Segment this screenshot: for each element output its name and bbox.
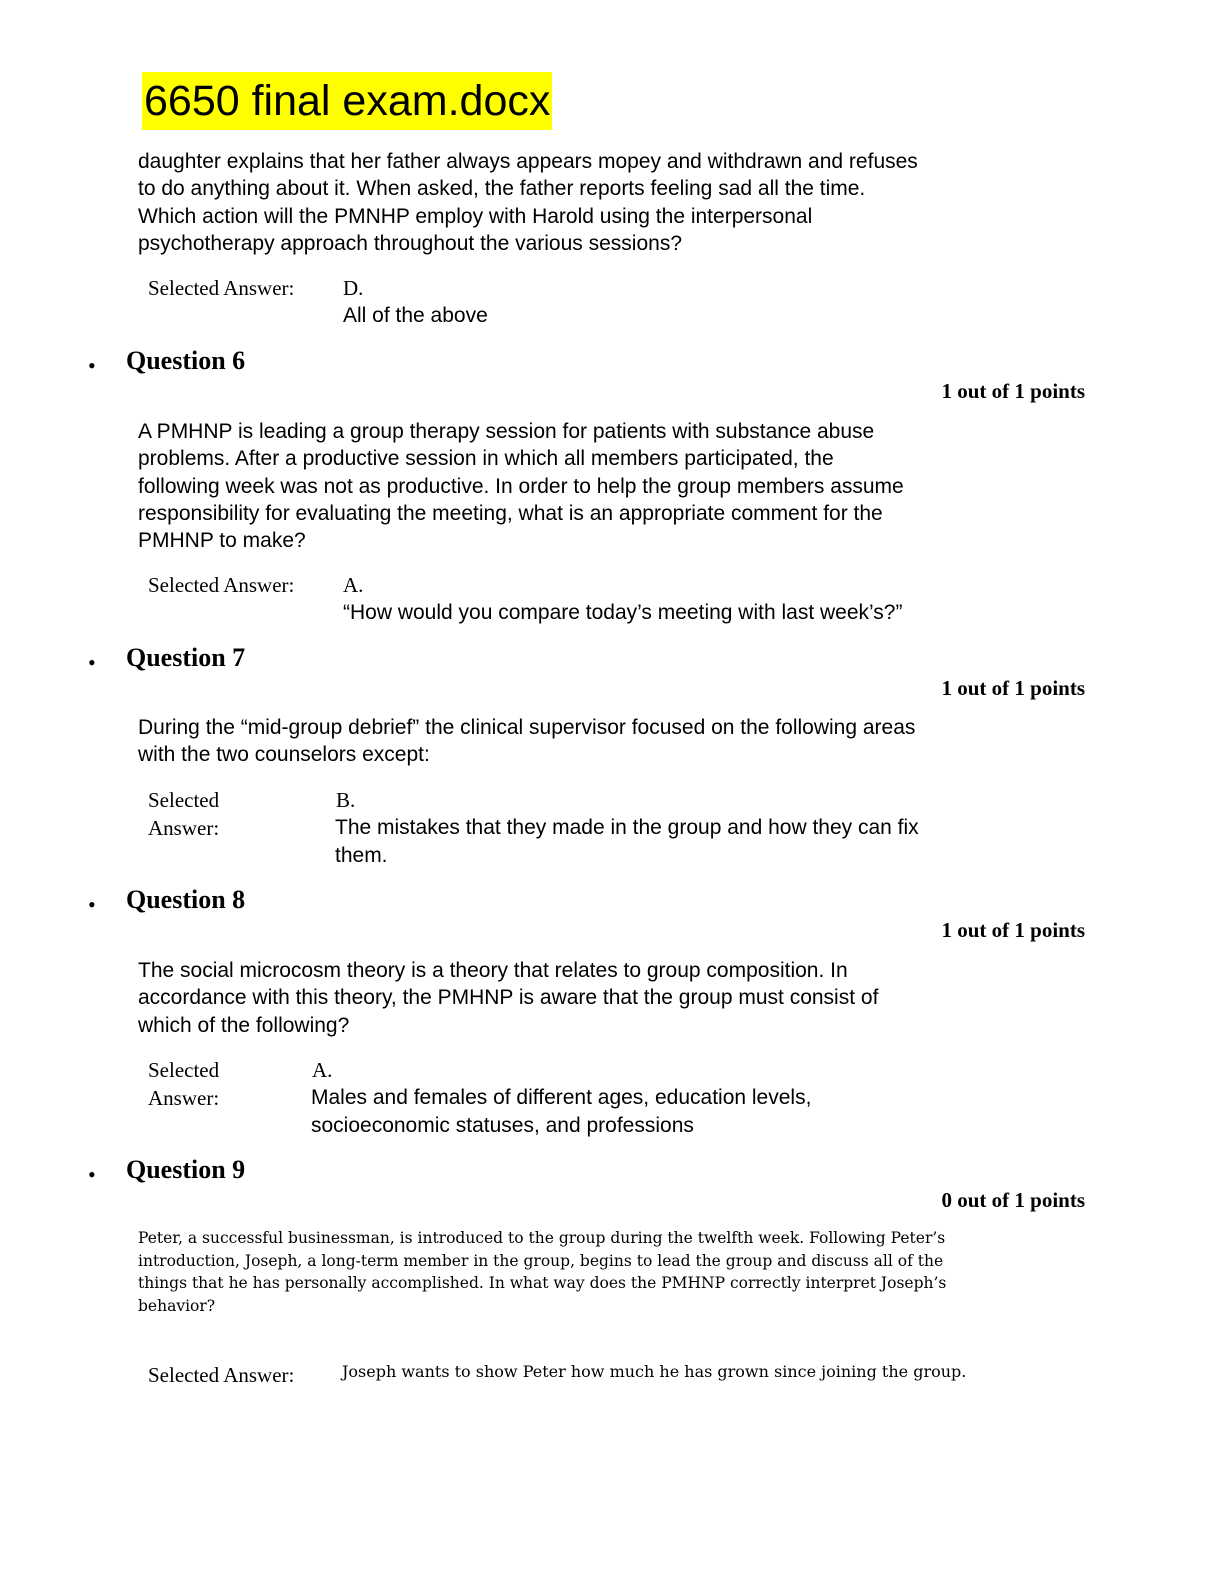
points-score: 1 out of 1 points [941, 676, 1085, 700]
question-heading: Question 8 [126, 885, 246, 914]
answer-text: All of the above [343, 304, 488, 327]
question-text [138, 1227, 1038, 1317]
question-text [138, 714, 1038, 769]
question-line: The social microcosm theory is a theory that relates to group composition. In [138, 959, 848, 982]
question-line: Which action will the PMNHP employ with Harold using the interpersonal [138, 204, 813, 228]
answer-letter: B. [336, 788, 356, 812]
question-line: introduction, Joseph, a long-term member in the group, begins to lead the group and discuss all of the [138, 1251, 944, 1270]
question-line: accordance with this theory, the PMHNP is aware that the group must consist of [138, 986, 879, 1010]
intro-question-text [138, 148, 1038, 257]
answer-letter: D. [343, 276, 364, 300]
bullet: • [88, 353, 96, 378]
question-text [138, 957, 1038, 1039]
question-line: psychotherapy approach throughout the various sessions? [138, 231, 683, 255]
points-score: 1 out of 1 points [941, 918, 1085, 942]
points-score: 0 out of 1 points [941, 1188, 1085, 1212]
answer-text: Males and females of different ages, education levels, socioeconomic statuses, and professions [311, 1086, 812, 1137]
question-line: responsibility for evaluating the meeting, what is an appropriate comment for the [138, 501, 883, 525]
question-line: behavior? [138, 1296, 216, 1315]
question-line: PMHNP to make? [138, 529, 306, 553]
question-line: things that he has personally accomplished. In what way does the PMHNP correctly interpret Joseph’s [138, 1274, 947, 1292]
bullet: • [88, 650, 96, 675]
answer-letter: A. [312, 1058, 333, 1082]
selected-answer-label: Selected Answer: [148, 1363, 295, 1387]
question-line: daughter explains that her father always appears mopey and withdrawn and refuses [138, 150, 918, 173]
question-line: following week was not as productive. In order to help the group members assume [138, 474, 904, 498]
question-line: During the “mid-group debrief” the clinical supervisor focused on the following areas [138, 716, 916, 739]
bullet: • [88, 892, 96, 917]
selected-answer-label: Selected Answer: [148, 276, 295, 300]
question-line: problems. After a productive session in which all members participated, the [138, 447, 834, 471]
question-heading: Question 6 [126, 346, 246, 375]
answer-text: The mistakes that they made in the group and how they can fix them. [335, 816, 919, 867]
question-text [138, 418, 1038, 554]
selected-answer-label: Selected Answer: [148, 1058, 220, 1110]
bullet: • [88, 1162, 96, 1187]
question-line: A PMHNP is leading a group therapy session for patients with substance abuse [138, 420, 875, 443]
document-title: 6650 final exam.docx [142, 72, 552, 130]
selected-answer-label: Selected Answer: [148, 573, 295, 597]
question-heading: Question 9 [126, 1155, 246, 1184]
answer-letter: A. [343, 573, 364, 597]
question-line: Peter, a successful businessman, is introduced to the group during the twelfth week. Following Peter’s [138, 1229, 946, 1247]
question-line: with the two counselors except: [138, 743, 430, 767]
question-line: which of the following? [138, 1013, 350, 1037]
answer-text: Joseph wants to show Peter how much he has grown since joining the group. [342, 1362, 967, 1381]
question-heading: Question 7 [126, 643, 246, 672]
question-line: to do anything about it. When asked, the father reports feeling sad all the time. [138, 177, 866, 201]
points-score: 1 out of 1 points [941, 379, 1085, 403]
selected-answer-label: Selected Answer: [148, 788, 220, 840]
answer-text: “How would you compare today’s meeting with last week’s?” [343, 601, 903, 624]
